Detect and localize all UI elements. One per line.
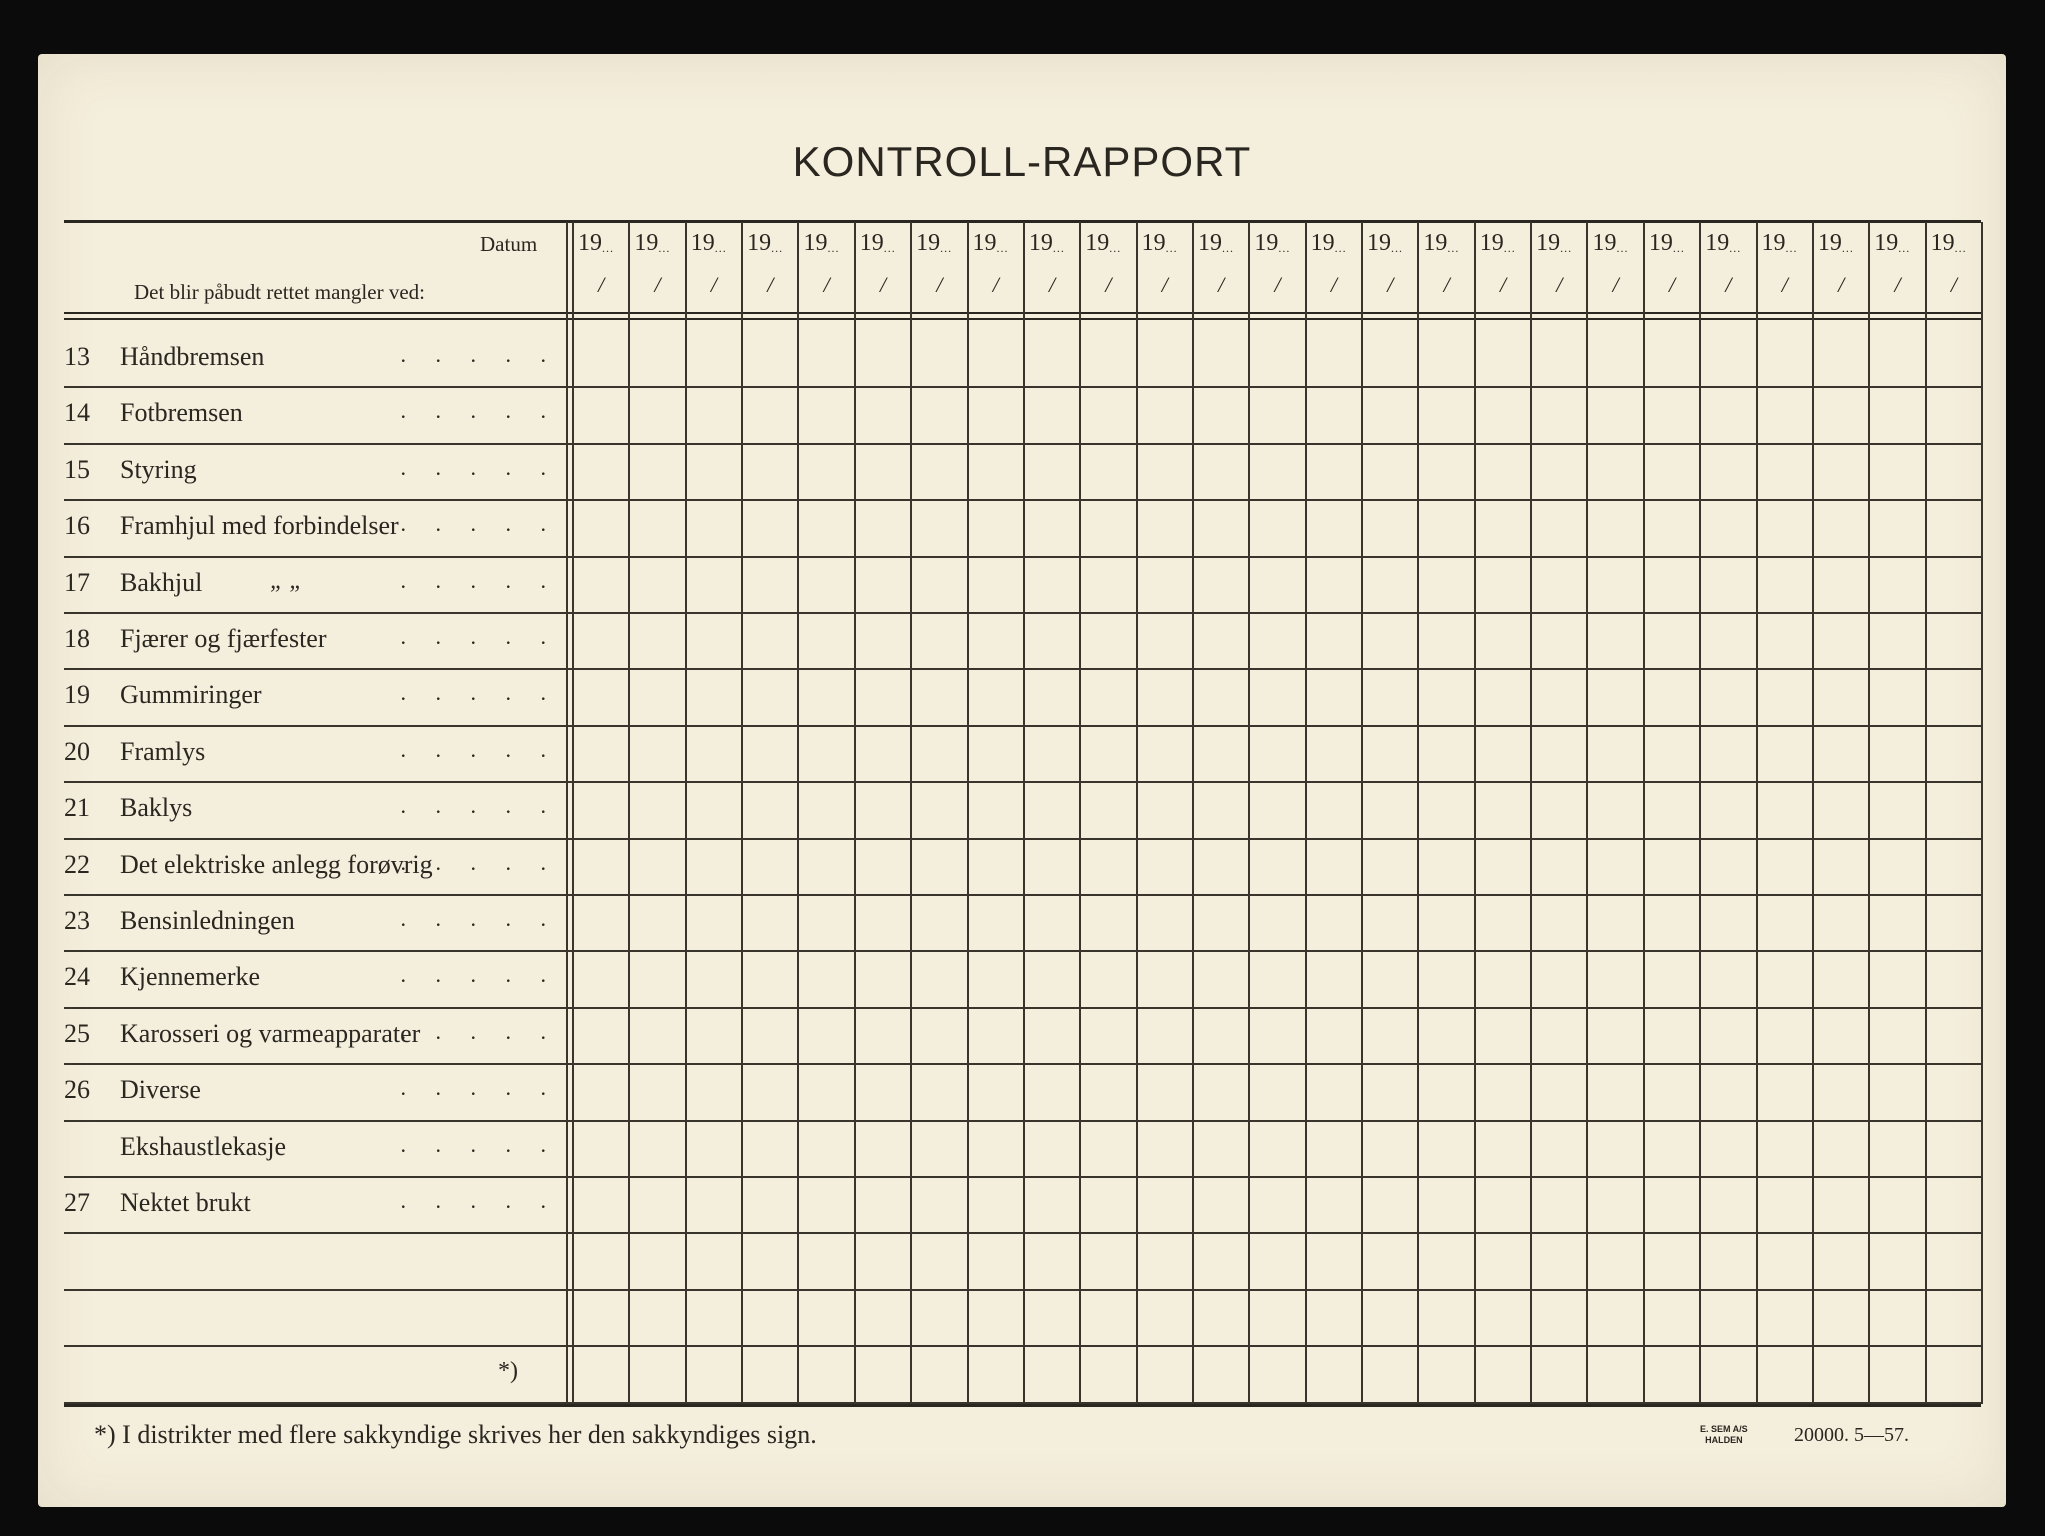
label-column-line-2 xyxy=(566,222,568,1404)
row-leader-dots: . . . . . xyxy=(400,511,558,537)
date-year-header: 19... xyxy=(1930,230,1967,256)
column-line xyxy=(1530,222,1532,1404)
date-year-header: 19... xyxy=(1141,230,1178,256)
row-line xyxy=(64,499,1981,501)
date-separator: / xyxy=(1612,272,1619,297)
printer-mark: E. SEM A/S HALDEN xyxy=(1700,1423,1748,1445)
column-line xyxy=(854,222,856,1404)
row-number: 14 xyxy=(64,398,90,428)
report-card xyxy=(38,54,2006,1507)
column-line xyxy=(1192,222,1194,1404)
row-label: Diverse xyxy=(120,1075,201,1105)
date-separator: / xyxy=(1105,272,1112,297)
row-leader-dots: . . . . . xyxy=(400,567,558,593)
row-number: 13 xyxy=(64,342,90,371)
row-leader-dots: . . . . . xyxy=(400,1018,558,1044)
column-line xyxy=(1417,222,1419,1404)
row-number: 26 xyxy=(64,1075,90,1105)
row-label: Ekshaustlekasje xyxy=(120,1131,287,1161)
row-label: Det elektriske anlegg forøvrig xyxy=(120,849,433,879)
date-year-header: 19... xyxy=(634,230,671,256)
datum-label: Datum xyxy=(480,232,538,256)
date-separator: / xyxy=(1894,272,1901,297)
row-label: Framhjul med forbindelser xyxy=(120,511,399,541)
row-leader-dots: . . . . . xyxy=(400,736,558,762)
column-line xyxy=(628,222,630,1404)
date-separator: / xyxy=(1838,272,1845,297)
date-year-header: 19... xyxy=(916,230,953,256)
row-leader-dots: . . . . . xyxy=(400,906,558,931)
column-line xyxy=(685,222,687,1404)
column-line xyxy=(1925,222,1927,1404)
date-year-header: 19... xyxy=(1423,230,1460,256)
date-separator: / xyxy=(1556,272,1563,297)
row-number: 15 xyxy=(64,454,90,484)
row-number: 16 xyxy=(64,511,90,541)
date-separator: / xyxy=(1499,272,1507,297)
row-line xyxy=(64,556,1981,558)
ditto-mark: „ „ xyxy=(270,567,303,594)
row-label: Bensinledningen xyxy=(120,906,295,935)
row-number: 20 xyxy=(64,736,90,766)
column-line xyxy=(1361,222,1363,1404)
row-line xyxy=(64,1007,1981,1009)
column-line xyxy=(797,222,799,1404)
row-leader-dots: . . . . . xyxy=(400,1131,558,1157)
column-line xyxy=(572,222,574,1404)
row-label: Nektet brukt xyxy=(120,1188,251,1217)
row-label: Håndbremsen xyxy=(120,342,265,371)
date-separator: / xyxy=(1725,272,1732,297)
column-line xyxy=(1248,222,1250,1404)
row-number: 24 xyxy=(64,962,90,992)
column-line xyxy=(1812,222,1814,1404)
column-line xyxy=(1079,222,1081,1404)
column-line xyxy=(1586,222,1588,1404)
row-line xyxy=(64,612,1981,614)
date-year-header: 19... xyxy=(1197,230,1234,256)
row-leader-dots: . . . . . xyxy=(400,454,558,480)
column-line xyxy=(1643,222,1645,1404)
date-year-header: 19... xyxy=(1592,230,1629,256)
row-number: 21 xyxy=(64,793,90,823)
date-separator: / xyxy=(1161,272,1168,297)
row-line xyxy=(64,1232,1981,1234)
date-year-header: 19... xyxy=(690,230,727,256)
row-line xyxy=(64,1176,1981,1178)
date-separator: / xyxy=(879,272,887,297)
column-line xyxy=(1136,222,1138,1404)
column-line xyxy=(1305,222,1307,1404)
defects-header-label: Det blir påbudt rettet mangler ved: xyxy=(134,280,425,304)
date-year-header: 19... xyxy=(803,230,840,256)
date-year-header: 19... xyxy=(859,230,896,256)
row-label: Karosseri og varmeapparater xyxy=(120,1018,421,1048)
date-year-header: 19... xyxy=(1874,230,1911,256)
column-line xyxy=(741,222,743,1404)
row-label: Styring xyxy=(120,454,197,484)
date-separator: / xyxy=(1218,272,1225,297)
date-separator: / xyxy=(1330,272,1337,297)
date-separator: / xyxy=(710,272,718,297)
date-year-header: 19... xyxy=(1705,230,1742,256)
row-leader-dots: . . . . . xyxy=(400,1075,558,1101)
row-number: 17 xyxy=(64,567,90,597)
date-separator: / xyxy=(1669,272,1676,297)
row-line xyxy=(64,1063,1981,1065)
column-line xyxy=(1868,222,1870,1404)
date-separator: / xyxy=(767,272,774,297)
row-line xyxy=(64,781,1981,783)
date-year-header: 19... xyxy=(1761,230,1798,256)
date-separator: / xyxy=(654,272,661,297)
date-separator: / xyxy=(1387,272,1394,297)
footer-rule xyxy=(64,1404,1981,1407)
date-year-header: 19... xyxy=(1536,230,1573,256)
row-line xyxy=(64,668,1981,670)
row-line xyxy=(64,725,1981,727)
row-leader-dots: . . . . . xyxy=(400,342,558,367)
row-leader-dots: . . . . . xyxy=(400,793,558,819)
row-line xyxy=(64,386,1981,388)
row-leader-dots: . . . . . xyxy=(400,624,558,649)
column-line xyxy=(1981,222,1983,1404)
row-label: Bakhjul xyxy=(120,567,203,597)
column-line xyxy=(1756,222,1758,1404)
row-number: 19 xyxy=(64,680,90,710)
row-number: 18 xyxy=(64,624,90,653)
row-line xyxy=(64,1120,1981,1122)
date-year-header: 19... xyxy=(1367,230,1404,256)
row-number: 22 xyxy=(64,849,90,879)
date-year-header: 19... xyxy=(1310,230,1347,256)
row-number: 25 xyxy=(64,1018,90,1048)
date-year-header: 19... xyxy=(1648,230,1685,256)
row-line xyxy=(64,1402,1981,1404)
row-line xyxy=(64,1345,1981,1347)
row-label: Fotbremsen xyxy=(120,398,243,428)
date-year-header: 19... xyxy=(747,230,784,256)
row-label: Framlys xyxy=(120,736,206,766)
date-year-header: 19... xyxy=(1254,230,1291,256)
date-separator: / xyxy=(1274,272,1281,297)
print-code: 20000. 5—57. xyxy=(1794,1423,1909,1446)
date-year-header: 19... xyxy=(1028,230,1065,256)
date-year-header: 19... xyxy=(1817,230,1854,256)
column-line xyxy=(1023,222,1025,1404)
row-leader-dots: . . . . . xyxy=(400,1188,558,1213)
row-leader-dots: . . . . . xyxy=(400,680,558,706)
row-line xyxy=(64,950,1981,952)
date-separator: / xyxy=(992,272,999,297)
signature-footnote-mark: *) xyxy=(498,1357,518,1384)
date-year-header: 19... xyxy=(1085,230,1122,256)
column-line xyxy=(967,222,969,1404)
date-separator: / xyxy=(1781,272,1788,297)
row-label: Fjærer og fjærfester xyxy=(120,624,327,653)
row-number: 23 xyxy=(64,906,90,935)
date-separator: / xyxy=(1049,272,1056,297)
row-leader-dots: . . . . . xyxy=(400,398,558,424)
row-line xyxy=(64,838,1981,840)
date-year-header: 19... xyxy=(1479,230,1516,256)
row-number: 27 xyxy=(64,1188,90,1217)
date-year-header: 19... xyxy=(578,230,614,256)
date-separator: / xyxy=(936,272,943,297)
row-leader-dots: . . . . . xyxy=(400,962,558,988)
row-label: Kjennemerke xyxy=(120,962,261,992)
column-line xyxy=(1699,222,1701,1404)
row-leader-dots: . . . . . xyxy=(400,849,558,875)
date-separator: / xyxy=(823,272,830,297)
row-line xyxy=(64,894,1981,896)
column-line xyxy=(910,222,912,1404)
date-separator: / xyxy=(1443,272,1450,297)
date-separator: / xyxy=(598,272,605,297)
column-line xyxy=(1474,222,1476,1404)
date-separator: / xyxy=(1950,272,1957,297)
row-line xyxy=(64,1289,1981,1291)
footnote-text: *) I distrikter med flere sakkyndige skrives her den sakkyndiges sign. xyxy=(94,1419,817,1449)
report-title: KONTROLL-RAPPORT xyxy=(792,138,1252,185)
row-label: Gummiringer xyxy=(120,680,262,710)
row-label: Baklys xyxy=(120,793,193,823)
row-line xyxy=(64,443,1981,445)
date-year-header: 19... xyxy=(972,230,1009,256)
